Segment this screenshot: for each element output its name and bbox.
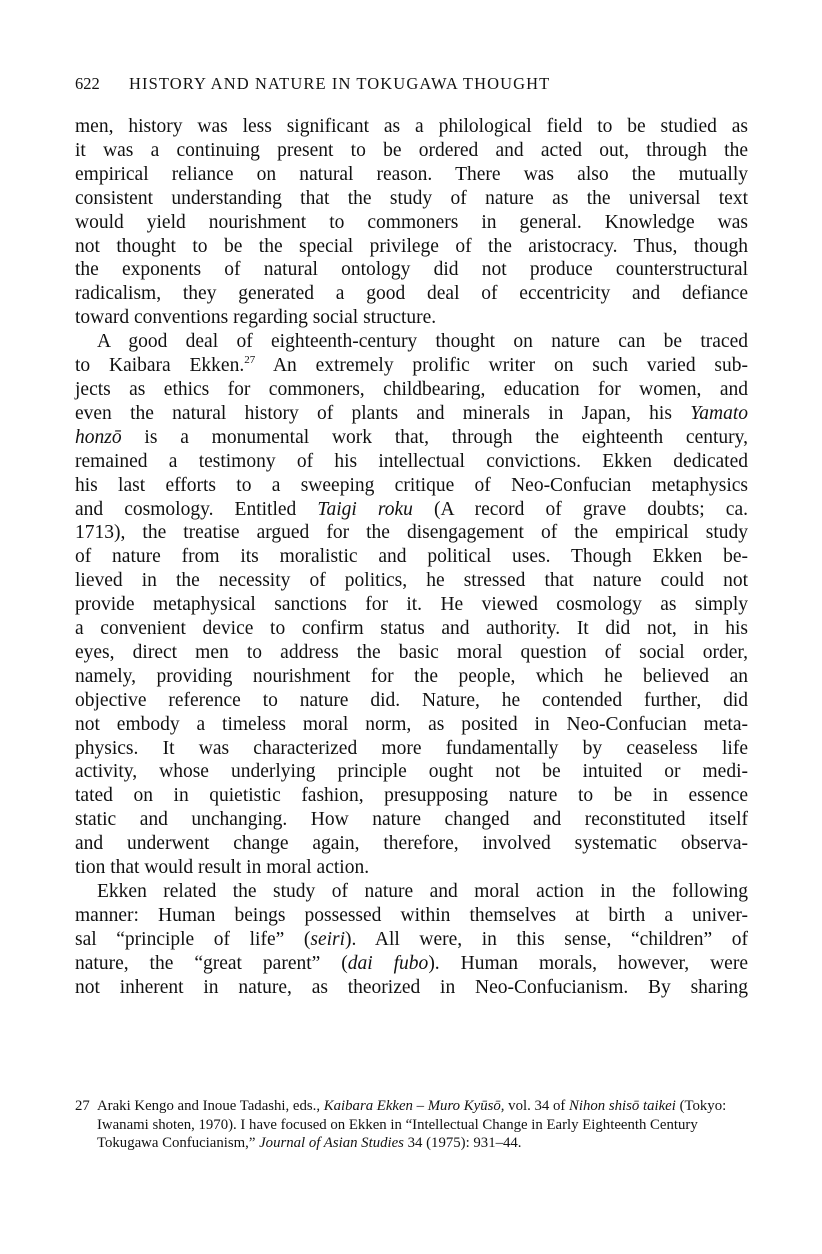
text-run: sal “principle of life” ( [75, 928, 311, 950]
text-line: objective reference to nature did. Nature, he contended further, did [75, 689, 748, 711]
text-line [75, 498, 748, 522]
paragraph-2 [75, 330, 748, 880]
page-number: 622 [75, 74, 100, 93]
text-run: (A record of grave doubts; ca. [412, 498, 748, 520]
text-line: men, history was less significant as a philological field to be studied as [75, 116, 748, 137]
text-line: would yield nourishment to commoners in general. Knowledge was [75, 211, 748, 233]
text-line: his last efforts to a sweeping critique of Neo-Confucian metaphysics [75, 474, 748, 496]
text-line: a convenient device to confirm status and authority. It did not, in his [75, 618, 748, 640]
paragraph-1 [75, 115, 748, 330]
running-head [75, 74, 755, 94]
text-line: consistent understanding that the study of nature as the universal text [75, 187, 748, 209]
italic-title: Journal of Asian Studies [259, 1135, 404, 1152]
text-run: even the natural history of plants and minerals in Japan, his [75, 402, 691, 424]
text-line [75, 402, 748, 426]
paragraph-3 [75, 880, 748, 1000]
text-line: namely, providing nourishment for the people, which he believed an [75, 665, 748, 687]
text-line: provide metaphysical sanctions for it. He viewed cosmology as simply [75, 594, 748, 616]
text-run: ). Human morals, however, were [428, 952, 748, 974]
footnotes [75, 1097, 748, 1153]
footnote-text [97, 1097, 748, 1153]
text-line: toward conventions regarding social structure. [75, 307, 437, 329]
text-run: and cosmology. Entitled [75, 498, 318, 520]
text-line: not inherent in nature, as theorized in Neo-Confucianism. By sharing [75, 976, 748, 998]
text-line: and underwent change again, therefore, involved systematic observa- [75, 833, 748, 855]
text-line: static and unchanging. How nature changed and reconstituted itself [75, 809, 748, 831]
text-line: of nature from its moralistic and political uses. Though Ekken be- [75, 546, 748, 568]
footnote-27 [75, 1097, 748, 1153]
text-line: Ekken related the study of nature and moral action in the following [97, 881, 748, 902]
text-line: physics. It was characterized more fundamentally by ceaseless life [75, 737, 748, 759]
italic-term: seiri [310, 928, 346, 950]
text-line: empirical reliance on natural reason. There was also the mutually [75, 163, 748, 185]
text-line: 1713), the treatise argued for the disengagement of the empirical study [75, 522, 748, 544]
text-line: jects as ethics for commoners, childbearing, education for women, and [75, 378, 748, 400]
text-line [75, 928, 748, 952]
text-line [75, 952, 748, 976]
italic-title: Taigi roku [317, 498, 413, 520]
text-run: ). All were, in this sense, “children” of [345, 928, 749, 950]
text-run: is a monumental work that, through the eighteenth century, [121, 426, 748, 448]
text-line: eyes, direct men to address the basic moral question of social order, [75, 641, 748, 663]
text-run: nature, the “great parent” ( [75, 952, 348, 974]
text-line [75, 354, 748, 378]
text-line: not thought to be the special privilege of the aristocracy. Thus, though [75, 235, 748, 257]
text-run: vol. 34 of [504, 1098, 569, 1114]
running-title: HISTORY AND NATURE IN TOKUGAWA THOUGHT [128, 74, 551, 93]
text-line: not embody a timeless moral norm, as posited in Neo-Confucian meta- [75, 713, 748, 735]
italic-title: Nihon shisō taikei [569, 1098, 676, 1114]
footnote-ref[interactable]: 27 [244, 354, 256, 367]
italic-term: dai fubo [347, 952, 429, 974]
footnote-number: 27 [75, 1098, 90, 1114]
body-text [75, 115, 748, 1000]
italic-title: Yamato [690, 402, 748, 424]
text-line: the exponents of natural ontology did not produce counterstructural [75, 259, 748, 281]
text-line: lieved in the necessity of politics, he stressed that nature could not [75, 570, 748, 592]
text-run: (Tokyo: Iwanami shoten, 1970). I have focused on Ekken in “Intellectual Change in Early Eighteenth Century Tokugawa Confucianism,” [97, 1098, 727, 1152]
text-run: to Kaibara Ekken. [75, 355, 245, 377]
text-line: activity, whose underlying principle ought not be intuited or medi- [75, 761, 748, 783]
text-run: An extremely prolific writer on such varied sub- [255, 355, 748, 377]
text-run: Araki Kengo and Inoue Tadashi, eds., [97, 1098, 324, 1114]
text-line: tated on in quietistic fashion, presupposing nature to be in essence [75, 785, 748, 807]
text-line: remained a testimony of his intellectual convictions. Ekken dedicated [75, 450, 748, 472]
text-line: manner: Human beings possessed within themselves at birth a univer- [75, 904, 748, 926]
text-line [75, 426, 748, 450]
text-line: it was a continuing present to be ordered and acted out, through the [75, 139, 748, 161]
text-line: radicalism, they generated a good deal of eccentricity and defiance [75, 283, 748, 305]
text-run: 34 (1975): 931–44. [403, 1135, 522, 1152]
text-line: tion that would result in moral action. [75, 857, 370, 879]
italic-title: honzō [75, 426, 122, 448]
italic-title: Kaibara Ekken – Muro Kyūsō, [323, 1098, 505, 1114]
text-line: A good deal of eighteenth-century thought on nature can be traced [97, 331, 748, 353]
